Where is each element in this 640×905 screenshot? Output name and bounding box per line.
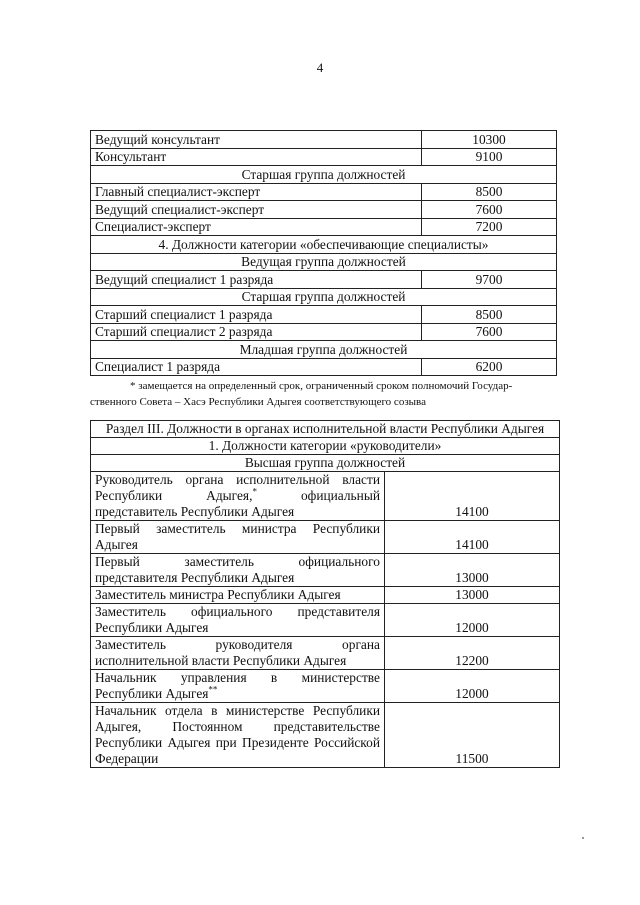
position-name: Старший специалист 1 разряда — [91, 306, 422, 324]
position-name: Главный специалист-эксперт — [91, 183, 422, 201]
group-heading: Младшая группа должностей — [91, 341, 557, 359]
table-row — [91, 472, 560, 521]
table-row — [91, 201, 557, 219]
position-name — [91, 472, 385, 521]
footnote-line-2: ственного Совета – Хасэ Республики Адыгея соответствующего созыва — [90, 396, 426, 408]
position-name — [91, 587, 385, 604]
table-row — [91, 703, 560, 768]
table-row — [91, 183, 557, 201]
salary-value: 12200 — [385, 637, 560, 670]
table-row — [91, 148, 557, 166]
table-row — [91, 670, 560, 703]
salary-value: 7200 — [422, 218, 557, 236]
section-title: Раздел III. Должности в органах исполнительной власти Республики Адыгея — [91, 421, 560, 438]
position-name-text: Заместитель официального представителя Республики Адыгея — [95, 604, 380, 635]
table-row — [91, 554, 560, 587]
salary-table-continued — [90, 130, 557, 376]
group-heading: Ведущая группа должностей — [91, 253, 557, 271]
position-name-text: Руководитель органа исполнительной власти Республики Адыгея, — [95, 472, 380, 503]
salary-value: 8500 — [422, 183, 557, 201]
table-row — [91, 323, 557, 341]
table-row — [91, 521, 560, 554]
salary-value: 11500 — [385, 703, 560, 768]
salary-value: 9700 — [422, 271, 557, 289]
position-name: Ведущий специалист 1 разряда — [91, 271, 422, 289]
table-row — [91, 604, 560, 637]
table-row — [91, 587, 560, 604]
position-name — [91, 703, 385, 768]
position-name: Консультант — [91, 148, 422, 166]
footnote — [90, 378, 570, 410]
position-name — [91, 554, 385, 587]
group-heading: 4. Должности категории «обеспечивающие специалисты» — [91, 236, 557, 254]
section-3-table — [90, 420, 560, 768]
footnote-mark: * — [252, 486, 257, 497]
salary-value: 10300 — [422, 131, 557, 149]
group-heading-row — [91, 253, 557, 271]
salary-value: 12000 — [385, 604, 560, 637]
group-heading: Высшая группа должностей — [91, 455, 560, 472]
table-row — [91, 131, 557, 149]
salary-value: 7600 — [422, 201, 557, 219]
table-row — [91, 218, 557, 236]
table-row — [91, 358, 557, 376]
position-name — [91, 521, 385, 554]
group-heading: Старшая группа должностей — [91, 166, 557, 184]
footnote-line-1: * замещается на определенный срок, ограниченный сроком полномочий Государ- — [130, 380, 513, 392]
position-name — [91, 637, 385, 670]
salary-value: 12000 — [385, 670, 560, 703]
table-row — [91, 637, 560, 670]
position-name: Специалист-эксперт — [91, 218, 422, 236]
group-heading-row — [91, 288, 557, 306]
position-name-text: Начальник управления в министерстве Республики Адыгея — [95, 670, 380, 701]
position-name-continued: официальный представитель Республики Адыгея — [95, 488, 380, 519]
salary-value: 14100 — [385, 472, 560, 521]
table-row — [91, 306, 557, 324]
position-name — [91, 670, 385, 703]
salary-value: 14100 — [385, 521, 560, 554]
position-name-text: Первый заместитель министра Республики Адыгея — [95, 521, 380, 552]
salary-value: 6200 — [422, 358, 557, 376]
scan-artifact — [582, 837, 584, 839]
position-name: Старший специалист 2 разряда — [91, 323, 422, 341]
footnote-mark: ** — [208, 684, 218, 695]
group-heading-row — [91, 341, 557, 359]
position-name: Ведущий специалист-эксперт — [91, 201, 422, 219]
group-heading-row — [91, 236, 557, 254]
salary-value: 13000 — [385, 554, 560, 587]
salary-value: 9100 — [422, 148, 557, 166]
position-name-text: Первый заместитель официального представителя Республики Адыгея — [95, 554, 380, 585]
position-name-text: Начальник отдела в министерстве Республики Адыгея, Постоянном представительстве Республики Адыгея при Президенте Российской Федерации — [95, 703, 380, 766]
position-name-text: Заместитель руководителя органа исполнительной власти Республики Адыгея — [95, 637, 380, 668]
group-heading: Старшая группа должностей — [91, 288, 557, 306]
salary-value: 13000 — [385, 587, 560, 604]
position-name: Специалист 1 разряда — [91, 358, 422, 376]
position-name — [91, 604, 385, 637]
category-heading: 1. Должности категории «руководители» — [91, 438, 560, 455]
table-row — [91, 271, 557, 289]
position-name-text: Заместитель министра Республики Адыгея — [95, 587, 341, 602]
salary-value: 7600 — [422, 323, 557, 341]
salary-value: 8500 — [422, 306, 557, 324]
page-number: 4 — [316, 60, 324, 75]
group-heading-row — [91, 166, 557, 184]
position-name: Ведущий консультант — [91, 131, 422, 149]
